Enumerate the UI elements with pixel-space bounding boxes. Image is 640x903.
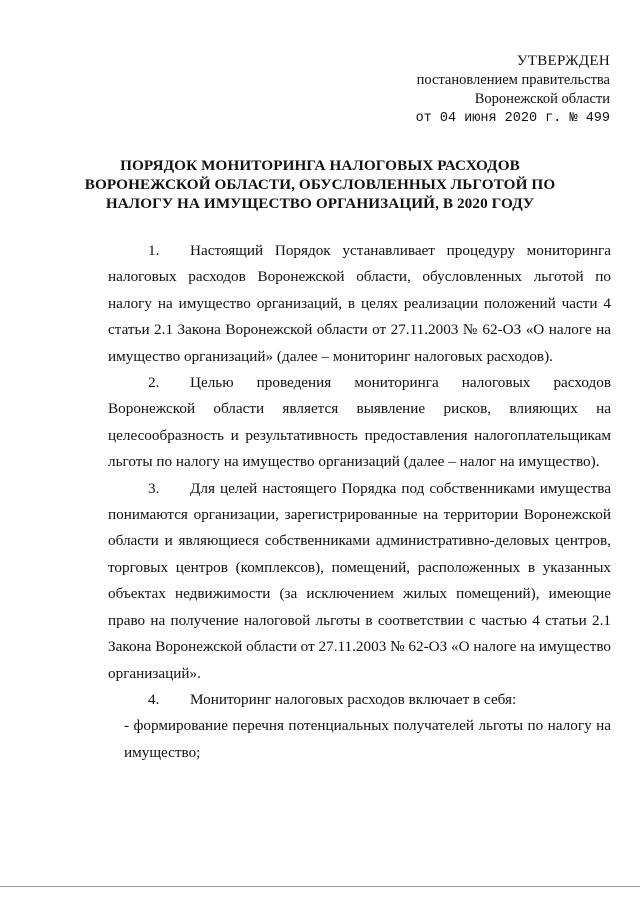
paragraph-2 [108,370,611,476]
paragraph-number: 2. [148,374,160,392]
title-line: ВОРОНЕЖСКОЙ ОБЛАСТИ, ОБУСЛОВЛЕННЫХ ЛЬГОТОЙ ПО [84,176,556,193]
page-edge-divider [0,886,640,887]
paragraph-4 [108,687,611,713]
paragraph-number: 1. [148,242,160,259]
paragraph-text: Мониторинг налоговых расходов включает в себя: [190,690,517,708]
title-line: ПОРЯДОК МОНИТОРИНГА НАЛОГОВЫХ РАСХОДОВ [120,157,520,174]
paragraph-3 [108,476,611,687]
document-body [108,238,611,766]
paragraph-text: Целью проведения мониторинга налоговых расходов Воронежской области является выявление рисков, влияющих на целесообразность и результативность предоставления налогоплательщикам льготы по налогу на имущество организаций (далее – налог на имущество). [108,374,611,471]
paragraph-number: 3. [148,479,160,497]
paragraph-text: Настоящий Порядок устанавливает процедуру мониторинга налоговых расходов Воронежской области, обусловленных льготой по налогу на имущество организаций, в целях реализации положений части 4 статьи 2.1 Закона Воронежской области от 27.11.2003 № 62-ОЗ «О налоге на имущество организаций» (далее – мониторинг налоговых расходов). [108,242,611,365]
approval-authority: постановлением правительства [416,72,610,88]
paragraph-1 [108,238,611,370]
approval-stamp [416,52,610,128]
approval-date-number: от 04 июня 2020 г. № 499 [415,111,610,126]
list-item: - формирование перечня потенциальных получателей льготы по налогу на имущество; [124,717,611,761]
approval-heading: УТВЕРЖДЕН [516,53,610,69]
approval-region: Воронежской области [474,91,610,107]
paragraph-number: 4. [148,690,160,708]
title-line: НАЛОГУ НА ИМУЩЕСТВО ОРГАНИЗАЦИЙ, В 2020 ГОДУ [105,195,535,212]
document-title [0,156,640,213]
paragraph-text: Для целей настоящего Порядка под собственниками имущества понимаются организации, зарегистрированные на территории Воронежской области и являющиеся собственниками административно-деловых центров, торговых центров (комплексов), помещений, расположенных в указанных объектах недвижимости (за исключением жилых помещений), имеющие право на получение налоговой льготы в соответствии с частью 4 статьи 2.1 Закона Воронежской области от 27.11.2003 № 62-ОЗ «О налоге на имущество организаций». [108,479,611,682]
